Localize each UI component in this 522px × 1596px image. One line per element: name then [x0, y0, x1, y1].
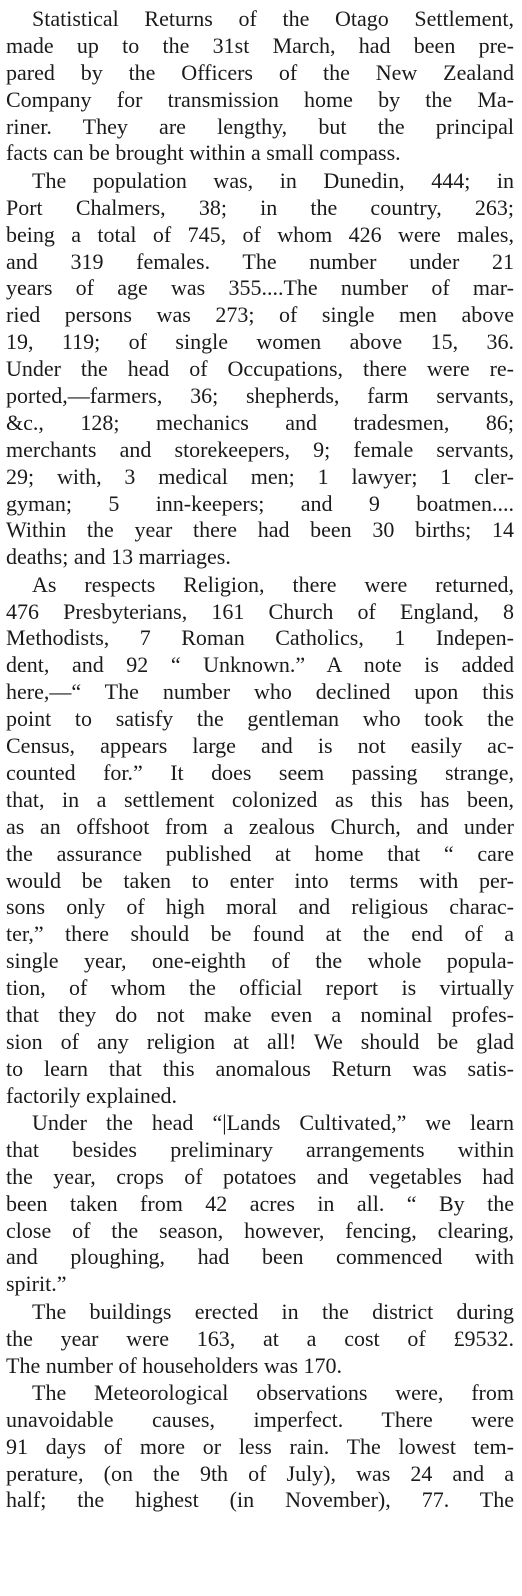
text-line: ported,—farmers, 36; shepherds, farm servants, [6, 382, 514, 408]
text-line: half; the highest (in November), 77. The [6, 1487, 514, 1513]
text-line: ried persons was 273; of single men above [6, 302, 514, 328]
text-line: would be taken to enter into terms with per- [6, 867, 514, 893]
text-line: factorily explained. [6, 1082, 178, 1108]
text-line: to learn that this anomalous Return was satis- [6, 1055, 514, 1081]
text-line: Statistical Returns of the Otago Settlement, [32, 6, 514, 31]
text-line: 29; with, 3 medical men; 1 lawyer; 1 cler- [6, 463, 514, 489]
paragraph-statistical-returns [6, 6, 514, 167]
text-line: and ploughing, had been commenced with [6, 1244, 514, 1270]
text-line: pared by the Officers of the New Zealand [6, 59, 514, 85]
text-line: single year, one-eighth of the whole popula- [6, 948, 514, 974]
text-line: Under the head “|Lands Cultivated,” we learn [32, 1110, 514, 1136]
paragraph-buildings [6, 1299, 514, 1380]
text-line: As respects Religion, there were returned, [32, 571, 514, 597]
paragraph-population [6, 168, 514, 571]
text-line: &c., 128; mechanics and tradesmen, 86; [6, 409, 514, 435]
text-line: gyman; 5 inn-keepers; and 9 boatmen.... [6, 490, 514, 516]
text-line: been taken from 42 acres in all. “ By the [6, 1190, 514, 1216]
text-line: 91 days of more or less rain. The lowest tem- [6, 1433, 514, 1459]
text-line: the assurance published at home that “ care [6, 840, 514, 866]
text-line: The population was, in Dunedin, 444; in [32, 167, 514, 193]
text-line: Within the year there had been 30 births; 14 [6, 517, 514, 543]
text-line: deaths; and 13 marriages. [6, 544, 231, 570]
text-line: made up to the 31st March, had been pre- [6, 32, 514, 58]
text-line: point to satisfy the gentleman who took the [6, 706, 514, 732]
text-line: 19, 119; of single women above 15, 36. [6, 329, 514, 355]
text-line: dent, and 92 “ Unknown.” A note is added [6, 652, 514, 678]
text-line: the year were 163, at a cost of £9532. [6, 1325, 514, 1351]
text-line: ter,” there should be found at the end of a [6, 921, 514, 947]
text-line: that, in a settlement colonized as this has been, [6, 786, 514, 812]
text-line: that they do not make even a nominal profes- [6, 1001, 514, 1027]
paragraph-lands-cultivated [6, 1110, 514, 1298]
text-line: sons only of high moral and religious charac- [6, 894, 514, 920]
text-line: years of age was 355....The number of mar- [6, 275, 514, 301]
text-line: sion of any religion at all! We should be glad [6, 1028, 514, 1054]
text-line: counted for.” It does seem passing strange, [6, 759, 514, 785]
text-line: close of the season, however, fencing, clearing, [6, 1217, 514, 1243]
text-line: The Meteorological observations were, from [32, 1379, 514, 1405]
text-line: The buildings erected in the district during [32, 1298, 514, 1324]
text-line: Methodists, 7 Roman Catholics, 1 Indepen- [6, 625, 514, 651]
paragraph-meteorological [6, 1380, 514, 1514]
text-line: Under the head of Occupations, there were re- [6, 356, 514, 382]
text-line: 476 Presbyterians, 161 Church of England, 8 [6, 598, 514, 624]
text-line: tion, of whom the official report is virtually [6, 975, 514, 1001]
text-line: facts can be brought within a small compass. [6, 140, 401, 166]
text-line: as an offshoot from a zealous Church, and under [6, 813, 514, 839]
text-line: unavoidable causes, imperfect. There were [6, 1406, 514, 1432]
text-line: The number of householders was 170. [6, 1352, 343, 1378]
text-line: merchants and storekeepers, 9; female servants, [6, 436, 514, 462]
text-line: that besides preliminary arrangements within [6, 1136, 514, 1162]
text-line: spirit.” [6, 1271, 67, 1297]
text-line: here,—“ The number who declined upon this [6, 679, 514, 705]
text-line: being a total of 745, of whom 426 were males, [6, 221, 514, 247]
text-line: Company for transmission home by the Ma- [6, 86, 514, 112]
text-line: the year, crops of potatoes and vegetables had [6, 1163, 514, 1189]
paragraph-religion [6, 572, 514, 1110]
text-line: perature, (on the 9th of July), was 24 and a [6, 1460, 514, 1486]
text-line: Census, appears large and is not easily ac- [6, 733, 514, 759]
text-line: riner. They are lengthy, but the principal [6, 113, 514, 139]
text-line: Port Chalmers, 38; in the country, 263; [6, 194, 514, 220]
text-line: and 319 females. The number under 21 [6, 248, 514, 274]
